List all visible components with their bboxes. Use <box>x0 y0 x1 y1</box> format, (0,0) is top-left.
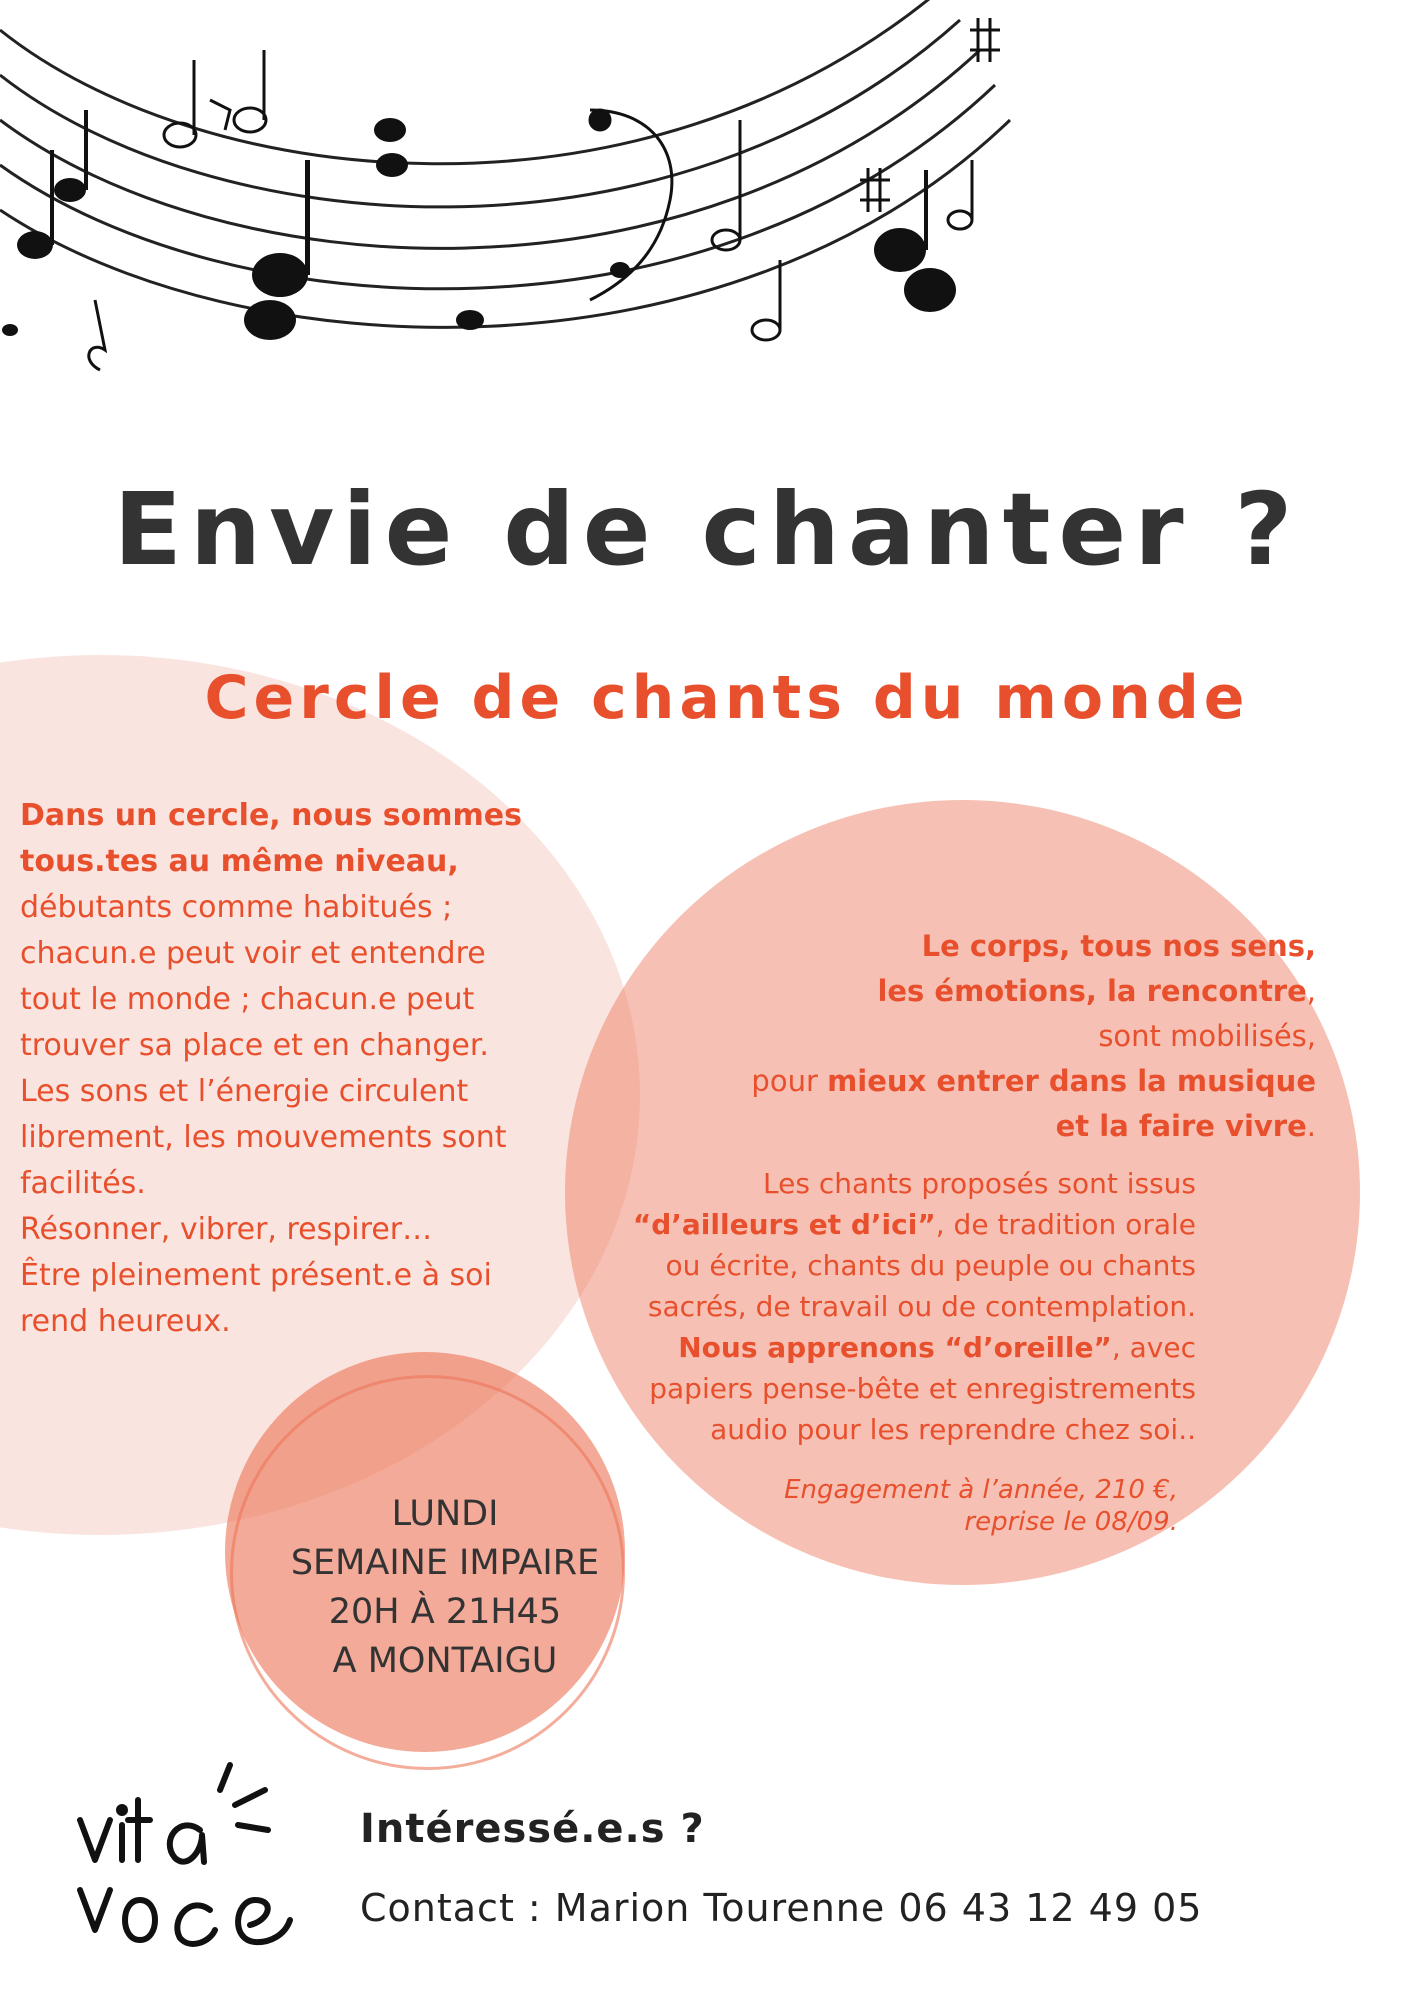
intro-paragraph <box>20 793 580 1345</box>
songs-line <box>590 1327 1196 1368</box>
intro-bold-line: tous.tes au même niveau, <box>20 844 459 879</box>
vita-voce-logo <box>70 1750 310 1980</box>
intro-line: trouver sa place et en changer. <box>20 1028 489 1063</box>
songs-line-bold: “d’ailleurs et d’ici” <box>632 1208 936 1241</box>
intro-line: Résonner, vibrer, respirer… <box>20 1212 433 1247</box>
schedule-block <box>245 1490 645 1686</box>
songs-line-rest: , de tradition orale <box>935 1208 1196 1241</box>
songs-line: Les chants proposés sont issus <box>763 1167 1196 1200</box>
intro-line: tout le monde ; chacun.e peut <box>20 982 475 1017</box>
body-line <box>640 1059 1316 1104</box>
songs-line: sacrés, de travail ou de contemplation. <box>647 1290 1196 1323</box>
intro-line: facilités. <box>20 1166 146 1201</box>
songs-line: ou écrite, chants du peuple ou chants <box>665 1249 1196 1282</box>
page-subtitle: Cercle de chants du monde <box>204 663 1250 733</box>
schedule-place: A MONTAIGU <box>332 1641 558 1681</box>
body-line <box>640 969 1316 1014</box>
intro-line: Être pleinement présent.e à soi <box>20 1258 492 1293</box>
page-title: Envie de chanter ? <box>113 471 1301 588</box>
body-line-end: , <box>1306 974 1316 1008</box>
songs-line: papiers pense-bête et enregistrements <box>649 1372 1196 1405</box>
cta-heading: Intéressé.e.s ? <box>360 1806 705 1852</box>
intro-bold-line: Dans un cercle, nous sommes <box>20 798 522 833</box>
music-notes-illustration <box>0 0 1020 420</box>
songs-line-bold: Nous apprenons “d’oreille” <box>678 1331 1112 1364</box>
body-line: sont mobilisés, <box>1098 1019 1316 1053</box>
schedule-time: 20H À 21H45 <box>328 1592 562 1632</box>
body-line-bold: et la faire vivre <box>1055 1109 1307 1143</box>
songs-line-rest: , avec <box>1111 1331 1196 1364</box>
engagement-line: Engagement à l’année, 210 €, <box>784 1475 1178 1505</box>
songs-line <box>590 1204 1196 1245</box>
body-paragraph <box>640 924 1316 1149</box>
contact-line: Contact : Marion Tourenne 06 43 12 49 05 <box>360 1886 1203 1930</box>
schedule-day: LUNDI <box>391 1494 499 1534</box>
intro-line: librement, les mouvements sont <box>20 1120 507 1155</box>
body-line-bold: mieux entrer dans la musique <box>827 1064 1316 1098</box>
intro-line: chacun.e peut voir et entendre <box>20 936 486 971</box>
body-line-end: . <box>1306 1109 1316 1143</box>
intro-line: Les sons et l’énergie circulent <box>20 1074 469 1109</box>
songs-line: audio pour les reprendre chez soi.. <box>710 1413 1196 1446</box>
schedule-week: SEMAINE IMPAIRE <box>290 1543 600 1583</box>
body-line-bold: les émotions, la rencontre <box>877 974 1307 1008</box>
engagement-line: reprise le 08/09. <box>964 1507 1178 1537</box>
intro-line: rend heureux. <box>20 1304 231 1339</box>
body-line: Le corps, tous nos sens, <box>921 929 1316 963</box>
body-line-pre: pour <box>751 1064 828 1098</box>
engagement-note <box>700 1474 1178 1538</box>
songs-paragraph <box>590 1163 1196 1450</box>
body-line <box>640 1104 1316 1149</box>
intro-line: débutants comme habitués ; <box>20 890 453 925</box>
